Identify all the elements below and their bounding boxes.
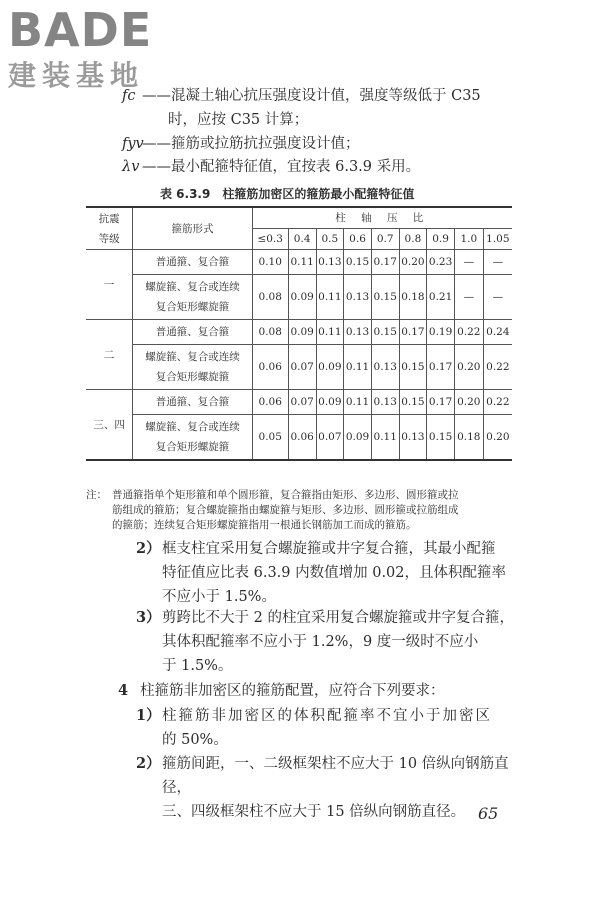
definition-lambda-text: ——最小配箍特征值，宜按表 6.3.9 采用。 bbox=[142, 159, 421, 175]
form-cell bbox=[133, 345, 252, 390]
item-2-line: 不应小于 1.5%。 bbox=[162, 589, 276, 605]
definition-fc bbox=[122, 86, 481, 106]
value-cell: 0.17 bbox=[399, 320, 427, 345]
item-3 bbox=[136, 606, 536, 678]
symbol-lambda: λv bbox=[122, 159, 140, 175]
logo-subtitle: 建装基地 bbox=[8, 59, 145, 92]
item-2-number: 2） bbox=[136, 540, 161, 557]
form-line: 螺旋箍、复合或连续 bbox=[145, 351, 240, 363]
value-cell: 0.18 bbox=[454, 415, 483, 461]
note-line: 普通箍指单个矩形箍和单个圆形箍，复合箍指由矩形、多边形、圆形箍或拉 bbox=[112, 489, 459, 501]
value-cell: 0.13 bbox=[399, 415, 427, 461]
logo-wordmark: BADE bbox=[8, 3, 153, 57]
table-row bbox=[86, 415, 512, 461]
value-cell: 0.11 bbox=[344, 390, 372, 415]
value-cell: 0.08 bbox=[252, 275, 288, 320]
value-cell: 0.11 bbox=[344, 345, 372, 390]
value-cell: 0.21 bbox=[427, 275, 455, 320]
item-2 bbox=[136, 537, 536, 609]
grade-cell: 一 bbox=[86, 250, 133, 320]
item-3-line: 剪跨比不大于 2 的柱宜采用复合螺旋箍或井字复合箍， bbox=[162, 610, 514, 626]
value-cell: 0.11 bbox=[316, 275, 344, 320]
form-line: 普通箍、复合箍 bbox=[155, 326, 230, 338]
form-cell bbox=[133, 320, 252, 345]
section-4-item-2-line: 三、四级框架柱不应大于 15 倍纵向钢筋直径。 bbox=[162, 804, 466, 820]
value-cell: 0.10 bbox=[252, 250, 288, 275]
note-line: 的箍筋；连续复合矩形螺旋箍指用一根通长钢筋加工而成的箍筋。 bbox=[112, 519, 417, 531]
page-number: 65 bbox=[478, 804, 499, 823]
value-cell: 0.18 bbox=[399, 275, 427, 320]
form-line: 螺旋箍、复合或连续 bbox=[145, 281, 240, 293]
ratio-cell: 1.05 bbox=[483, 229, 512, 250]
value-cell: 0.13 bbox=[344, 275, 372, 320]
value-cell: 0.23 bbox=[427, 250, 455, 275]
value-cell: 0.11 bbox=[288, 250, 316, 275]
form-line: 普通箍、复合箍 bbox=[155, 256, 230, 268]
value-cell: 0.11 bbox=[371, 415, 399, 461]
table-row bbox=[86, 275, 512, 320]
value-cell: — bbox=[483, 275, 512, 320]
ratio-cell: 0.6 bbox=[344, 229, 372, 250]
value-cell: 0.07 bbox=[316, 415, 344, 461]
value-cell: 0.13 bbox=[316, 250, 344, 275]
value-cell: — bbox=[483, 250, 512, 275]
value-cell: 0.09 bbox=[316, 390, 344, 415]
definition-fyv bbox=[122, 134, 360, 154]
header-grade-line-2: 等级 bbox=[98, 232, 120, 245]
form-cell bbox=[133, 275, 252, 320]
ratio-cell: ≤0.3 bbox=[252, 229, 288, 250]
item-2-line: 特征值应比表 6.3.9 内数值增加 0.02，且体积配箍率 bbox=[162, 565, 507, 581]
value-cell: 0.06 bbox=[288, 415, 316, 461]
value-cell: 0.09 bbox=[344, 415, 372, 461]
ratio-cell: 0.7 bbox=[371, 229, 399, 250]
definition-lambda bbox=[122, 157, 420, 177]
value-cell: 0.05 bbox=[252, 415, 288, 461]
value-cell: 0.09 bbox=[288, 275, 316, 320]
section-4-item-2 bbox=[136, 752, 536, 824]
section-4-item-1-line: 的 50%。 bbox=[162, 732, 228, 748]
value-cell: 0.22 bbox=[483, 390, 512, 415]
value-cell: 0.06 bbox=[252, 390, 288, 415]
form-cell bbox=[133, 390, 252, 415]
table-row bbox=[86, 250, 512, 275]
value-cell: 0.17 bbox=[427, 390, 455, 415]
table-row bbox=[86, 345, 512, 390]
note-line: 筋组成的箍筋；复合螺旋箍指由螺旋箍与矩形、多边形、圆形箍或拉筋组成 bbox=[112, 504, 459, 516]
table-note bbox=[86, 488, 516, 533]
header-grade bbox=[86, 207, 133, 250]
item-3-line: 其体积配箍率不应小于 1.2%，9 度一级时不应小 bbox=[162, 634, 479, 650]
item-2-line: 框支柱宜采用复合螺旋箍或井字复合箍，其最小配箍 bbox=[162, 541, 496, 557]
value-cell: 0.20 bbox=[454, 390, 483, 415]
form-line: 复合矩形螺旋箍 bbox=[155, 371, 230, 383]
stirrup-table bbox=[86, 206, 512, 461]
form-cell bbox=[133, 415, 252, 461]
value-cell: 0.06 bbox=[252, 345, 288, 390]
value-cell: 0.15 bbox=[399, 345, 427, 390]
ratio-cell: 0.8 bbox=[399, 229, 427, 250]
section-4-heading bbox=[118, 679, 445, 703]
value-cell: 0.22 bbox=[483, 345, 512, 390]
ratio-cell: 1.0 bbox=[454, 229, 483, 250]
section-4-item-1-number: 1） bbox=[136, 707, 161, 724]
ratio-cell: 0.4 bbox=[288, 229, 316, 250]
value-cell: 0.07 bbox=[288, 390, 316, 415]
form-line: 普通箍、复合箍 bbox=[155, 396, 230, 408]
value-cell: — bbox=[454, 250, 483, 275]
section-4-item-1 bbox=[136, 704, 536, 752]
value-cell: — bbox=[454, 275, 483, 320]
value-cell: 0.17 bbox=[427, 345, 455, 390]
value-cell: 0.24 bbox=[483, 320, 512, 345]
value-cell: 0.15 bbox=[371, 320, 399, 345]
table-header-row bbox=[86, 207, 512, 229]
header-ratio: 柱 轴 压 比 bbox=[252, 207, 512, 229]
item-3-line: 于 1.5%。 bbox=[162, 658, 233, 674]
value-cell: 0.15 bbox=[344, 250, 372, 275]
header-form: 箍筋形式 bbox=[133, 207, 252, 250]
value-cell: 0.22 bbox=[454, 320, 483, 345]
value-cell: 0.20 bbox=[454, 345, 483, 390]
section-4-item-1-line: 柱箍筋非加密区的体积配箍率不宜小于加密区 bbox=[162, 708, 492, 724]
symbol-fyv: fyv bbox=[122, 136, 144, 152]
value-cell: 0.20 bbox=[483, 415, 512, 461]
value-cell: 0.17 bbox=[371, 250, 399, 275]
table-row bbox=[86, 320, 512, 345]
definition-fyv-text: ——箍筋或拉筋抗拉强度设计值； bbox=[142, 136, 360, 152]
form-cell bbox=[133, 250, 252, 275]
section-4-item-2-line: 箍筋间距，一、二级框架柱不应大于 10 倍纵向钢筋直径， bbox=[162, 756, 509, 796]
value-cell: 0.09 bbox=[316, 345, 344, 390]
value-cell: 0.08 bbox=[252, 320, 288, 345]
value-cell: 0.13 bbox=[371, 390, 399, 415]
value-cell: 0.11 bbox=[316, 320, 344, 345]
definition-fc-continuation: 时，应按 C35 计算； bbox=[168, 112, 309, 128]
value-cell: 0.15 bbox=[427, 415, 455, 461]
value-cell: 0.13 bbox=[371, 345, 399, 390]
table-row bbox=[86, 390, 512, 415]
grade-cell: 二 bbox=[86, 320, 133, 390]
note-label: 注： bbox=[86, 489, 107, 501]
grade-cell: 三、四 bbox=[86, 390, 133, 461]
header-grade-line-1: 抗震 bbox=[98, 212, 120, 225]
value-cell: 0.13 bbox=[344, 320, 372, 345]
value-cell: 0.20 bbox=[399, 250, 427, 275]
value-cell: 0.09 bbox=[288, 320, 316, 345]
symbol-fc: fc bbox=[122, 88, 136, 104]
value-cell: 0.15 bbox=[371, 275, 399, 320]
section-4-number: 4 bbox=[118, 682, 129, 699]
item-3-number: 3） bbox=[136, 609, 161, 626]
value-cell: 0.15 bbox=[399, 390, 427, 415]
form-line: 螺旋箍、复合或连续 bbox=[145, 421, 240, 433]
value-cell: 0.07 bbox=[288, 345, 316, 390]
ratio-cell: 0.9 bbox=[427, 229, 455, 250]
section-4-item-2-number: 2） bbox=[136, 755, 161, 772]
section-4-title: 柱箍筋非加密区的箍筋配置，应符合下列要求： bbox=[140, 683, 445, 699]
form-line: 复合矩形螺旋箍 bbox=[155, 301, 230, 313]
ratio-cell: 0.5 bbox=[316, 229, 344, 250]
logo bbox=[8, 3, 178, 92]
table-body bbox=[86, 250, 512, 461]
form-line: 复合矩形螺旋箍 bbox=[155, 441, 230, 453]
value-cell: 0.19 bbox=[427, 320, 455, 345]
definition-fc-text: ——混凝土轴心抗压强度设计值，强度等级低于 C35 bbox=[142, 88, 481, 104]
table-caption: 表 6.3.9 柱箍筋加密区的箍筋最小配箍特征值 bbox=[160, 187, 415, 201]
